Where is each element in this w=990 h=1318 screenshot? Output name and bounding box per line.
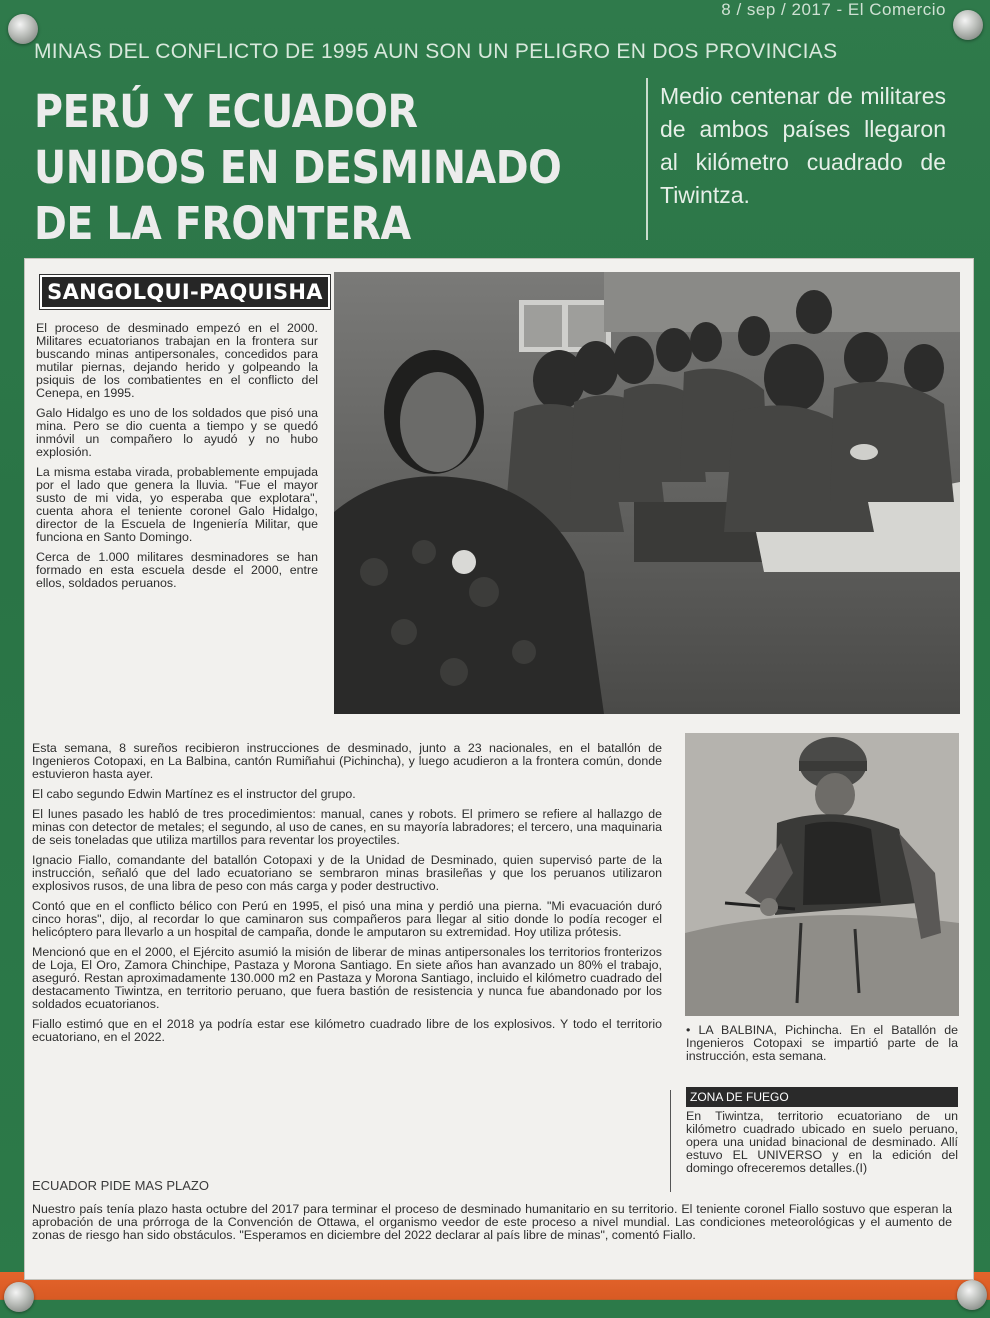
- paragraph: Ignacio Fiallo, comandante del batallón Cotopaxi y de la Unidad de Desminado, quien supervisó parte de la instrucción, señaló que del lado ecuatoriano se sembraron minas brasileñas y que los peruanos utilizaron explosivos rusos, de una libra de peso con más carga y poder destructivo.: [32, 853, 662, 893]
- deminer-training-photo: [685, 733, 959, 1016]
- paragraph: El cabo segundo Edwin Martínez es el instructor del grupo.: [32, 787, 356, 801]
- section-tag: SANGOLQUI-PAQUISHA: [40, 275, 330, 309]
- sidebar-divider: [670, 1090, 671, 1192]
- thumbtack-pin-icon: [4, 1282, 34, 1312]
- headline-line: DE LA FRONTERA: [34, 197, 411, 250]
- bottom-paragraph: Nuestro país tenía plazo hasta octubre del 2017 para terminar el proceso de desminado humanitario en su territorio. El teniente coronel Fiallo sostuvo que esperan la aprobación de una prórroga de la Convención de Ottawa, el organismo veedor de este proceso a nivel mundial. Las condiciones meteorológicas y el aumento de zonas de riesgo han sido obstáculos. "Esperamos en diciembre del 2022 declarar al país libre de minas", comentó Fiallo.: [32, 1202, 952, 1242]
- zona-de-fuego-text: En Tiwintza, territorio ecuatoriano de un kilómetro cuadrado ubicado en suelo peruano, opera una unidad binacional de desminado. Allí estuvo EL UNIVERSO y en la edición del domingo ofreceremos detalles.(I): [686, 1109, 958, 1175]
- classroom-soldiers-photo: [334, 272, 960, 714]
- main-column: [32, 742, 662, 1051]
- photo-caption: • LA BALBINA, Pichincha. En el Batallón de Ingenieros Cotopaxi se impartió parte de la instrucción, esta semana.: [686, 1023, 958, 1063]
- kicker: MINAS DEL CONFLICTO DE 1995 AUN SON UN PELIGRO EN DOS PROVINCIAS: [34, 40, 838, 63]
- zona-de-fuego-tag: ZONA DE FUEGO: [686, 1087, 958, 1107]
- classroom-photo-illustration: [334, 272, 960, 714]
- thumbtack-pin-icon: [953, 10, 983, 40]
- headline: [34, 84, 562, 252]
- paragraph: Contó que en el conflicto bélico con Perú en 1995, el pisó una mina y perdió una pierna. "Mi evacuación duró cinco horas", dijo, al recordar lo que caminaron sus compañeros para llegar al sitio donde lo podía recoger el helicóptero para llevarlo a un hospital de campaña, donde le amputaron su extremidad. Hoy utiliza prótesis.: [32, 899, 662, 939]
- dateline: 8 / sep / 2017 - El Comercio: [721, 0, 946, 19]
- headline-line: UNIDOS EN DESMINADO: [34, 141, 562, 194]
- paragraph: Fiallo estimó que en el 2018 ya podría estar ese kilómetro cuadrado libre de los explosivos. Y todo el territorio ecuatoriano, en el 2022.: [32, 1017, 662, 1044]
- deminer-photo-illustration: [685, 733, 959, 1016]
- paragraph: La misma estaba virada, probablemente empujada por el lado que genera la lluvia. "Fue el mayor susto de mi vida, yo esperaba que explotara", cuenta ahora el teniente coronel Galo Hidalgo, director de la Escuela de Ingeniería Militar, que funciona en Santo Domingo.: [36, 465, 318, 544]
- paragraph: El lunes pasado les habló de tres procedimientos: manual, canes y robots. El primero se refiere al hallazgo de minas con detector de metales; el segundo, al uso de canes, en su mayoría labradores; el tercero, una maquinaria de seis toneladas que utiliza martillos para reventar los proyectiles.: [32, 807, 662, 847]
- paragraph: El proceso de desminado empezó en el 2000. Militares ecuatorianos trabajan en la frontera sur buscando minas antipersonales, concedidos para mutilar piernas, dejando herido y golpeando la psiquis de los combatientes en el conflicto del Cenepa, en 1995.: [36, 321, 318, 400]
- paragraph: Cerca de 1.000 militares desminadores se han formado en esta escuela desde el 2000, entre ellos, soldados peruanos.: [36, 550, 318, 590]
- subhead: ECUADOR PIDE MAS PLAZO: [32, 1178, 209, 1193]
- thumbtack-pin-icon: [957, 1280, 987, 1310]
- headline-divider: [646, 78, 648, 240]
- left-column: [36, 322, 318, 597]
- paragraph: Galo Hidalgo es uno de los soldados que pisó una mina. Pero se dio cuenta a tiempo y se quedó inmóvil un compañero lo ayudó y no hubo explosión.: [36, 406, 318, 459]
- paragraph: Esta semana, 8 sureños recibieron instrucciones de desminado, junto a 23 nacionales, en el batallón de Ingenieros Cotopaxi, en La Balbina, cantón Rumiñahui (Pichincha), y luego acudieron a la frontera común, donde estuvieron hasta ayer.: [32, 741, 662, 781]
- headline-line: PERÚ Y ECUADOR: [34, 85, 418, 138]
- paragraph: Mencionó que en el 2000, el Ejército asumió la misión de liberar de minas antipersonales los territorios fronterizos de Loja, El Oro, Zamora Chinchipe, Pastaza y Morona Santiago. En siete años han avanzado un 80% el trabajo, aseguró. Restan aproximadamente 130.000 m2 en Pastaza y Morona Santiago, incluido el kilómetro cuadrado del destacamento Tiwintza, en territorio peruano, que fuera bastión de resistencia y nunca fue abandonado por los soldados ecuatorianos.: [32, 945, 662, 1011]
- dek: Medio centenar de militares de ambos países llegaron al kilómetro cuadrado de Tiwintza.: [660, 83, 946, 208]
